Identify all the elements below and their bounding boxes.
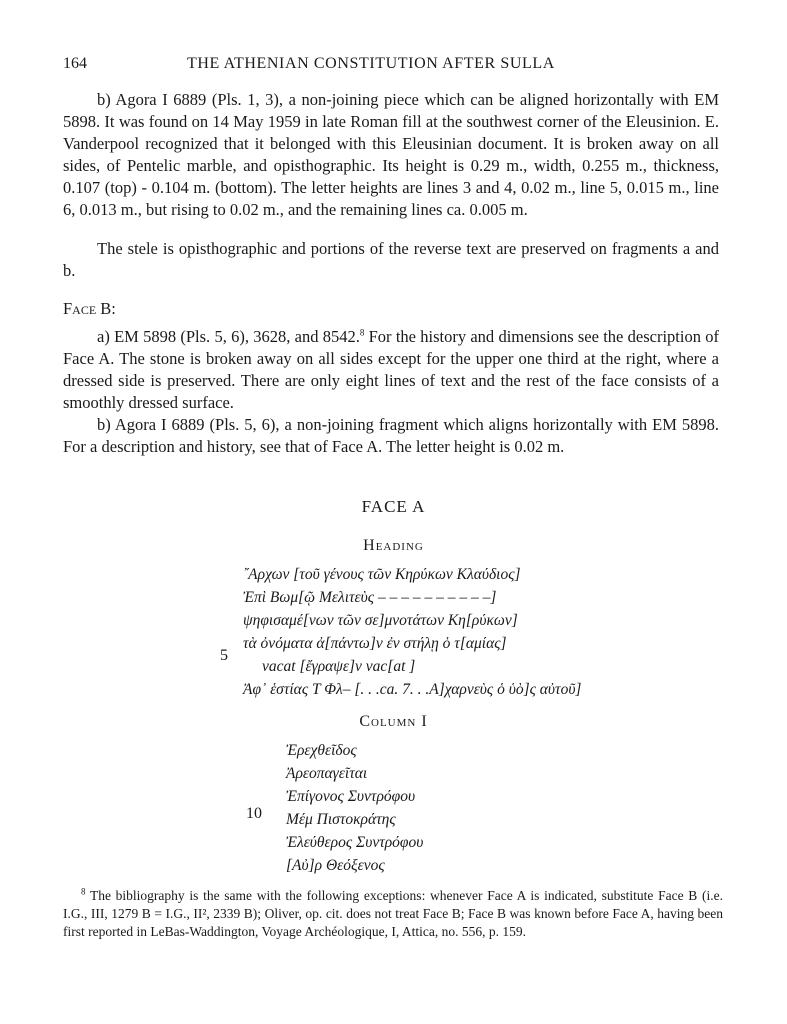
paragraph-text: b) Agora I 6889 (Pls. 1, 3), a non-joining piece which can be aligned horizontally with EM 5898. It was found on 14 May 1959 in late Roman fill at the southwest corner of the Eleusinion. E. Vanderpool recognized that it belonged with this Eleusinian document. It is broken away on all sides, of Pentelic marble, and opisthographic. Its height is 0.29 m., width, 0.255 m., thickness, 0.107 (top) - 0.104 m. (bottom). The letter heights are lines 3 and 4, 0.02 m., line 5, 0.015 m., line 6, 0.013 m., but rising to 0.02 m., and the remaining lines ca. 0.005 m.	[63, 90, 719, 219]
column-title: Column I	[359, 713, 428, 730]
footnote-text	[63, 887, 723, 941]
paragraph-text: b) Agora I 6889 (Pls. 5, 6), a non-joining fragment which aligns horizontally with EM 5898. For a description and history, see that of Face A. The letter height is 0.02 m.	[63, 415, 719, 456]
inscription-line: [Αὐ]ρ Θεόξενος	[286, 857, 385, 874]
paragraph-em-face-b	[63, 326, 719, 414]
paragraph-text: The stele is opisthographic and portions of the reverse text are preserved on fragments a and b.	[63, 239, 719, 280]
inscription-line: Ἐλεύθερος Συντρόφου	[286, 834, 424, 851]
inscription-line: Μέμ Πιστοκράτης	[286, 811, 396, 828]
footnote-mark: 8	[81, 886, 86, 897]
face-b-label: Face B:	[63, 299, 116, 318]
footnote-reference: 8	[359, 327, 365, 338]
footnote	[63, 887, 723, 941]
footnote-body: The bibliography is the same with the following exceptions: whenever Face A is indicated, substitute Face B (i.e. I.G., III, 1279 B = I.G., II², 2339 B); Oliver, op. cit. does not treat Face B; Face B was known before Face A, having been first reported in LeBas-Waddington, Voyage Archéologique, I, Attica, no. 556, p. 159.	[63, 888, 723, 939]
running-title: THE ATHENIAN CONSTITUTION AFTER SULLA	[187, 55, 555, 72]
paragraph-agora-face-a	[63, 89, 719, 221]
paragraph-agora-face-b	[63, 414, 719, 458]
inscription-line: ῎Αρχων [τοῦ γένους τῶν Κηρύκων Κλαύδιος]	[243, 566, 521, 583]
face-a-title: FACE A	[361, 497, 426, 516]
line-number: 5	[220, 647, 228, 664]
inscription-line: Ἐρεχθεῖδος	[286, 742, 357, 759]
inscription-line: τὰ ὀνόματα ἀ[πάντω]ν ἐν στήλῃ ὁ τ[αμίας]	[243, 635, 507, 652]
inscription-line: Ἐπίγονος Συντρόφου	[286, 788, 416, 805]
heading-title: Heading	[363, 537, 424, 554]
paragraph-opisthographic	[63, 238, 719, 282]
inscription-line: Ἐπὶ Βωμ[ῷ Μελιτεὺς – – – – – – – – – –]	[243, 589, 497, 606]
inscription-line: Ἀφ᾽ ἑστίας Τ Φλ– [. . .ca. 7. . .Α]χαρνεὺς ὁ ὑὸ]ς αὐτοῦ]	[243, 681, 582, 698]
paragraph-text-rest: For the history and dimensions see the description of Face A. The stone is broken away on all sides except for the upper one third at the right, where a dressed side is preserved. There are only eight lines of text and the rest of the face consists of a smoothly dressed surface.	[63, 327, 719, 412]
inscription-line: ψηφισαμέ[νων τῶν σε]μνοτάτων Κη[ρύκων]	[243, 612, 518, 629]
inscription-line: Ἀρεοπαγεῖται	[286, 765, 368, 782]
paragraph-text	[63, 326, 719, 414]
inscription-line: vacat [ἔγραψε]ν vac[at ]	[262, 658, 416, 675]
page-number: 164	[63, 55, 87, 72]
paragraph-text-main: a) EM 5898 (Pls. 5, 6), 3628, and 8542.	[97, 327, 360, 346]
line-number: 10	[246, 805, 262, 822]
